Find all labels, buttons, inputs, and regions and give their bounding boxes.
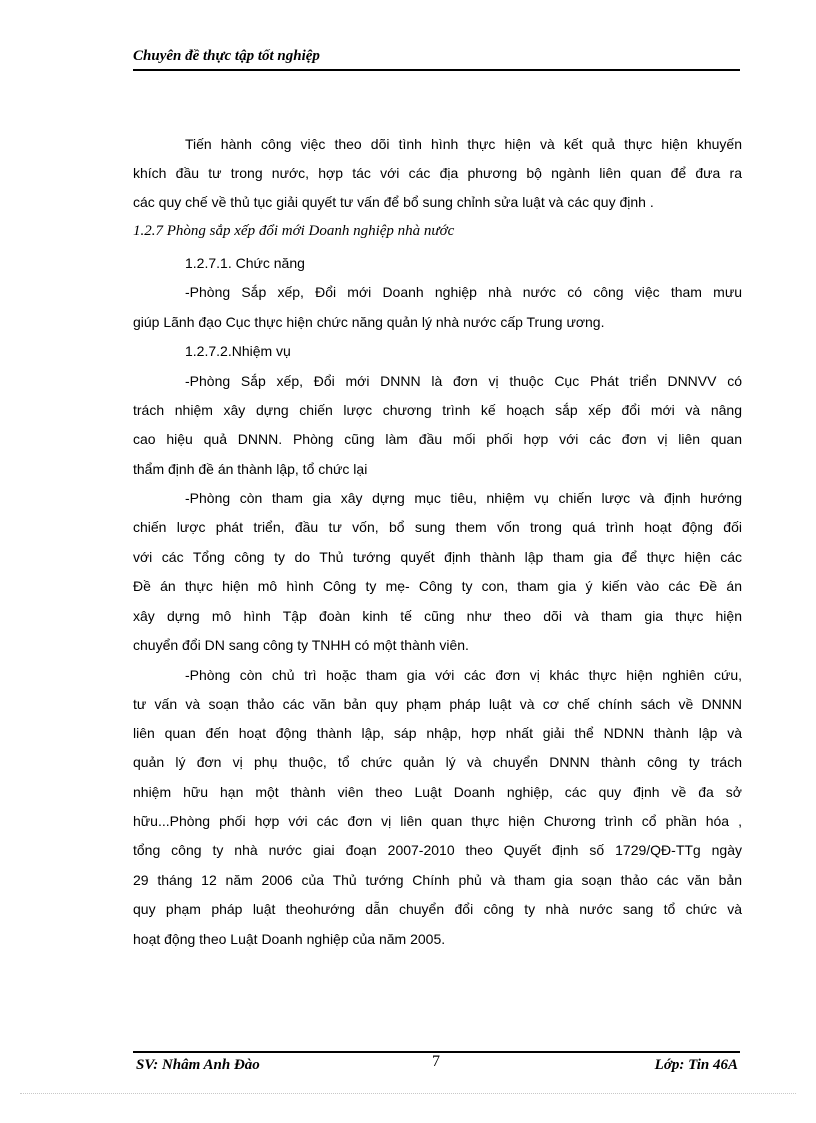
text-line: trách nhiệm xây dựng chiến lược chương trình kế hoạch sắp xếp đổi mới và nâng	[133, 402, 742, 418]
text-line: -Phòng còn tham gia xây dựng mục tiêu, nhiệm vụ chiến lược và định hướng	[185, 490, 742, 506]
text-line: chuyển đổi DN sang công ty TNHH có một thành viên.	[133, 637, 469, 653]
text-line: các quy chế về thủ tục giải quyết tư vấn để bổ sung chỉnh sửa luật và các quy định .	[133, 194, 654, 210]
text-line: xây dựng mô hình Tập đoàn kinh tế cũng như theo dõi và tham gia thực hiện	[133, 608, 742, 624]
text-line: giúp Lãnh đạo Cục thực hiện chức năng quản lý nhà nước cấp Trung ương.	[133, 314, 605, 330]
subsection-heading: 1.2.7.2.Nhiệm vụ	[185, 343, 291, 359]
text-line: hoạt động theo Luật Doanh nghiệp của năm 2005.	[133, 931, 446, 947]
text-line: quản lý đơn vị phụ thuộc, tổ chức quản lý và chuyển DNNN thành công ty trách	[133, 754, 742, 770]
text-line: -Phòng còn chủ trì hoặc tham gia với các đơn vị khác thực hiện nghiên cứu,	[185, 667, 742, 683]
text-line: tổng công ty nhà nước giai đoạn 2007-2010 theo Quyết định số 1729/QĐ-TTg ngày	[133, 842, 742, 858]
text-line: 29 tháng 12 năm 2006 của Thủ tướng Chính phủ và tham gia soạn thảo các văn bản	[133, 872, 742, 888]
text-line: với các Tổng công ty do Thủ tướng quyết định thành lập tham gia để thực hiện các	[133, 549, 742, 565]
text-line: Tiến hành công việc theo dõi tình hình thực hiện và kết quả thực hiện khuyến	[185, 136, 742, 152]
text-line: -Phòng Sắp xếp, Đổi mới DNNN là đơn vị thuộc Cục Phát triển DNNVV có	[185, 373, 742, 389]
section-heading: 1.2.7 Phòng sắp xếp đổi mới Doanh nghiệp nhà nước	[133, 223, 455, 239]
text-line: tư vấn và soạn thảo các văn bản quy phạm pháp luật và cơ chế chính sách về DNNN	[133, 696, 742, 712]
page-number: 7	[432, 1053, 440, 1070]
text-line: liên quan đến hoạt động thành lập, sáp nhập, hợp nhất giải thể NDNN thành lập và	[133, 725, 742, 741]
text-line: -Phòng Sắp xếp, Đổi mới Doanh nghiệp nhà nước có công việc tham mưu	[185, 284, 742, 300]
header-rule	[133, 69, 740, 71]
text-line: hữu...Phòng phối hợp với các đơn vị liên quan thực hiện Chương trình cổ phần hóa ,	[133, 813, 742, 829]
text-line: thẩm định đề án thành lập, tổ chức lại	[133, 461, 368, 477]
page-border-dotted	[20, 1093, 796, 1094]
text-line: quy phạm pháp luật theohướng dẫn chuyển đổi công ty nhà nước sang tổ chức và	[133, 901, 742, 917]
text-line: nhiệm hữu hạn một thành viên theo Luật Doanh nghiệp, các quy định về đa sở	[133, 784, 742, 800]
text-line: chiến lược phát triển, đầu tư vốn, bổ sung them vốn trong quá trình hoạt động đối	[133, 519, 742, 535]
text-line: khích đầu tư trong nước, hợp tác với các địa phương bộ ngành liên quan để đưa ra	[133, 165, 742, 181]
subsection-heading: 1.2.7.1. Chức năng	[185, 255, 305, 271]
text-line: Đề án thực hiện mô hình Công ty mẹ- Công ty con, tham gia ý kiến vào các Đề án	[133, 578, 742, 594]
footer-class-label: Lớp: Tin 46A	[654, 1057, 738, 1073]
footer-student-name: SV: Nhâm Anh Đào	[136, 1057, 260, 1073]
text-line: cao hiệu quả DNNN. Phòng cũng làm đầu mối phối hợp với các đơn vị liên quan	[133, 431, 742, 447]
header-title: Chuyên đề thực tập tốt nghiệp	[133, 48, 320, 64]
